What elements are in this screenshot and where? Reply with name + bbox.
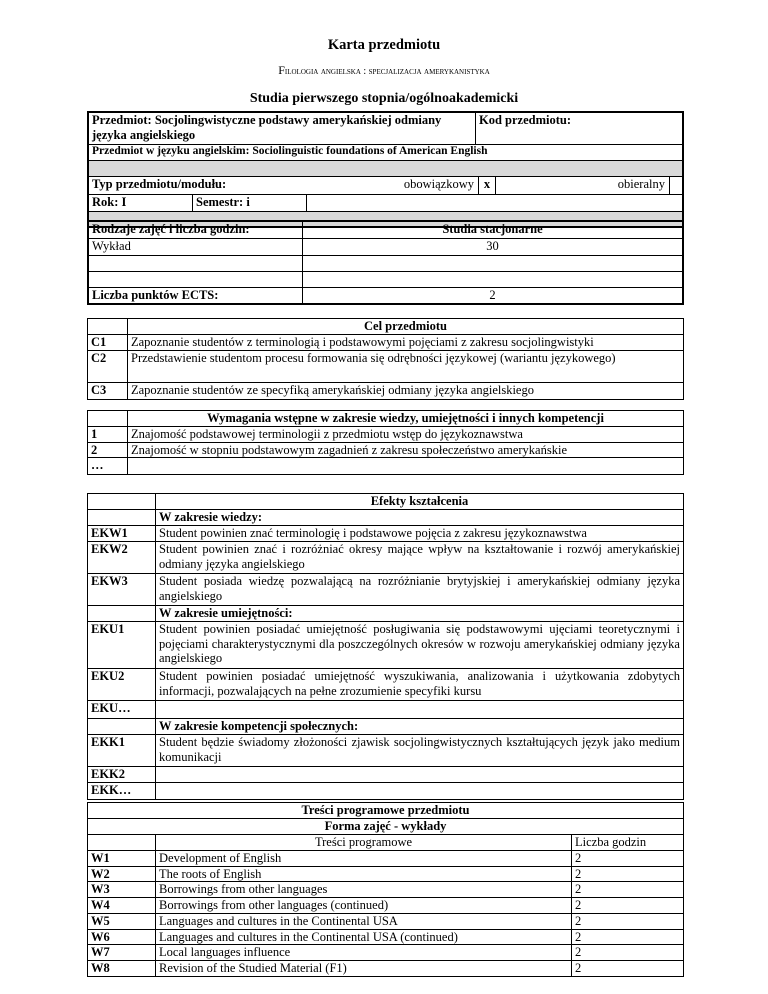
skills-heading: W zakresie umiejętności: — [156, 605, 684, 621]
subject-code: Kod przedmiotu: — [476, 112, 684, 144]
program-code: W3 — [88, 882, 156, 898]
program-hours: 2 — [572, 961, 684, 977]
optional-label: obieralny — [617, 176, 665, 191]
program-table — [87, 802, 684, 977]
program-topic: Languages and cultures in the Continental USA — [156, 913, 572, 929]
program-heading: Treści programowe przedmiotu — [88, 803, 684, 819]
program-initial: F — [278, 63, 285, 77]
program-hours: 2 — [572, 945, 684, 961]
outcome-text: Student będzie świadomy złożoności zjawisk socjolingwistycznych kształtujących język jako medium komunikacji — [156, 734, 684, 766]
program-hours: 2 — [572, 850, 684, 866]
program-name — [0, 63, 768, 78]
subject-table — [87, 111, 684, 228]
goals-table — [87, 318, 684, 400]
requirement-code: 2 — [88, 442, 128, 458]
program-code: W6 — [88, 929, 156, 945]
program-form: Forma zajęć - wykłady — [88, 819, 684, 835]
ects-label: Liczba punktów ECTS: — [88, 287, 303, 304]
semester: Semestr: i — [193, 195, 307, 211]
outcome-code: EKU1 — [88, 621, 156, 668]
requirements-table — [87, 410, 684, 475]
outcome-code: EKW1 — [88, 526, 156, 542]
subject-name: Przedmiot: Socjolingwistyczne podstawy amerykańskiej odmiany języka angielskiego — [88, 112, 476, 144]
program-hours: 2 — [572, 882, 684, 898]
program-code: W8 — [88, 961, 156, 977]
hours-header: Liczba godzin — [572, 835, 684, 851]
document-title: Karta przedmiotu — [327, 37, 441, 53]
studies-label: Studia stacjonarne — [303, 221, 684, 238]
outcomes-heading: Efekty kształcenia — [156, 494, 684, 510]
program-rest: ilologia angielska : specjalizacja amerykanistyka — [284, 66, 490, 77]
goal-code: C1 — [88, 334, 128, 350]
outcome-code: EKW2 — [88, 541, 156, 573]
hours-table — [87, 220, 684, 305]
type-label: Typ przedmiotu/modułu: — [92, 176, 227, 191]
program-topic: The roots of English — [156, 866, 572, 882]
ects-value: 2 — [303, 287, 684, 304]
gray-separator — [88, 160, 683, 176]
program-topic: Languages and cultures in the Continental USA (continued) — [156, 929, 572, 945]
mandatory-label: obowiązkowy — [403, 176, 474, 191]
outcomes-table — [87, 493, 684, 800]
optional-checkbox — [669, 177, 682, 194]
program-code: W7 — [88, 945, 156, 961]
goal-text: Zapoznanie studentów ze specyfiką amerykańskiej odmiany języka angielskiego — [128, 382, 684, 399]
program-hours: 2 — [572, 913, 684, 929]
goal-text: Przedstawienie studentom procesu formowania się odrębności językowej (wariantu językowego) — [128, 350, 684, 382]
requirement-code: 1 — [88, 426, 128, 442]
outcome-code: EKK1 — [88, 734, 156, 766]
subject-english: Przedmiot w języku angielskim: Sociolinguistic foundations of American English — [88, 144, 683, 160]
study-level: Studia pierwszego stopnia/ogólnoakademicki — [249, 91, 519, 106]
requirements-heading: Wymagania wstępne w zakresie wiedzy, umiejętności i innych kompetencji — [128, 411, 684, 427]
mandatory-checkbox: x — [478, 177, 496, 194]
outcome-code: EKU… — [88, 700, 156, 718]
year: Rok: I — [89, 195, 193, 211]
requirement-text — [128, 458, 684, 475]
goals-heading: Cel przedmiotu — [128, 319, 684, 335]
program-code: W4 — [88, 898, 156, 914]
program-topic: Borrowings from other languages — [156, 882, 572, 898]
requirement-code: … — [88, 458, 128, 475]
program-hours: 2 — [572, 898, 684, 914]
program-hours: 2 — [572, 866, 684, 882]
program-topic: Revision of the Studied Material (F1) — [156, 961, 572, 977]
program-topic: Development of English — [156, 850, 572, 866]
requirement-text: Znajomość podstawowej terminologii z przedmiotu wstęp do językoznawstwa — [128, 426, 684, 442]
goal-code: C2 — [88, 350, 128, 382]
social-heading: W zakresie kompetencji społecznych: — [156, 718, 684, 734]
program-code: W2 — [88, 866, 156, 882]
program-code: W1 — [88, 850, 156, 866]
knowledge-heading: W zakresie wiedzy: — [156, 510, 684, 526]
outcome-text: Student posiada wiedzę pozwalającą na rozróżnianie brytyjskiej i amerykańskiej odmiany języka angielskiego — [156, 573, 684, 605]
requirement-text: Znajomość w stopniu podstawowym zagadnień z zakresu społeczeństwo amerykańskie — [128, 442, 684, 458]
type-row — [88, 176, 683, 194]
outcome-text: Student powinien posiadać umiejętność wyszukiwania, analizowania i użytkowania zdobytych informacji, pozwalających na pełne zrozumienie specyfiki kursu — [156, 668, 684, 700]
goal-code: C3 — [88, 382, 128, 399]
program-topic: Borrowings from other languages (continued) — [156, 898, 572, 914]
outcome-text: Student powinien znać i rozróżniać okresy mające wpływ na kształtowanie i rozwój amerykańskiej odmiany języka angielskiego — [156, 541, 684, 573]
outcome-code: EKU2 — [88, 668, 156, 700]
outcome-code: EKK… — [88, 782, 156, 799]
outcome-text: Student powinien posiadać umiejętność posługiwania się podstawowymi ujęciami teoretycznymi i pojęciami charakterystycznymi dla poszczególnych okresów w rozwoju amerykańskiej odmiany języka angielskiego — [156, 621, 684, 668]
year-row — [88, 194, 683, 211]
program-hours: 2 — [572, 929, 684, 945]
content-header: Treści programowe — [156, 835, 572, 851]
kinds-label: Rodzaje zajęć i liczba godzin: — [88, 221, 303, 238]
outcome-text: Student powinien znać terminologię i podstawowe pojęcia z zakresu językoznawstwa — [156, 526, 684, 542]
lecture-hours: 30 — [303, 238, 684, 255]
program-code: W5 — [88, 913, 156, 929]
outcome-code: EKW3 — [88, 573, 156, 605]
outcome-code: EKK2 — [88, 766, 156, 782]
goal-text: Zapoznanie studentów z terminologią i podstawowymi pojęciami z zakresu socjolingwistyki — [128, 334, 684, 350]
lecture-label: Wykład — [88, 238, 303, 255]
program-topic: Local languages influence — [156, 945, 572, 961]
